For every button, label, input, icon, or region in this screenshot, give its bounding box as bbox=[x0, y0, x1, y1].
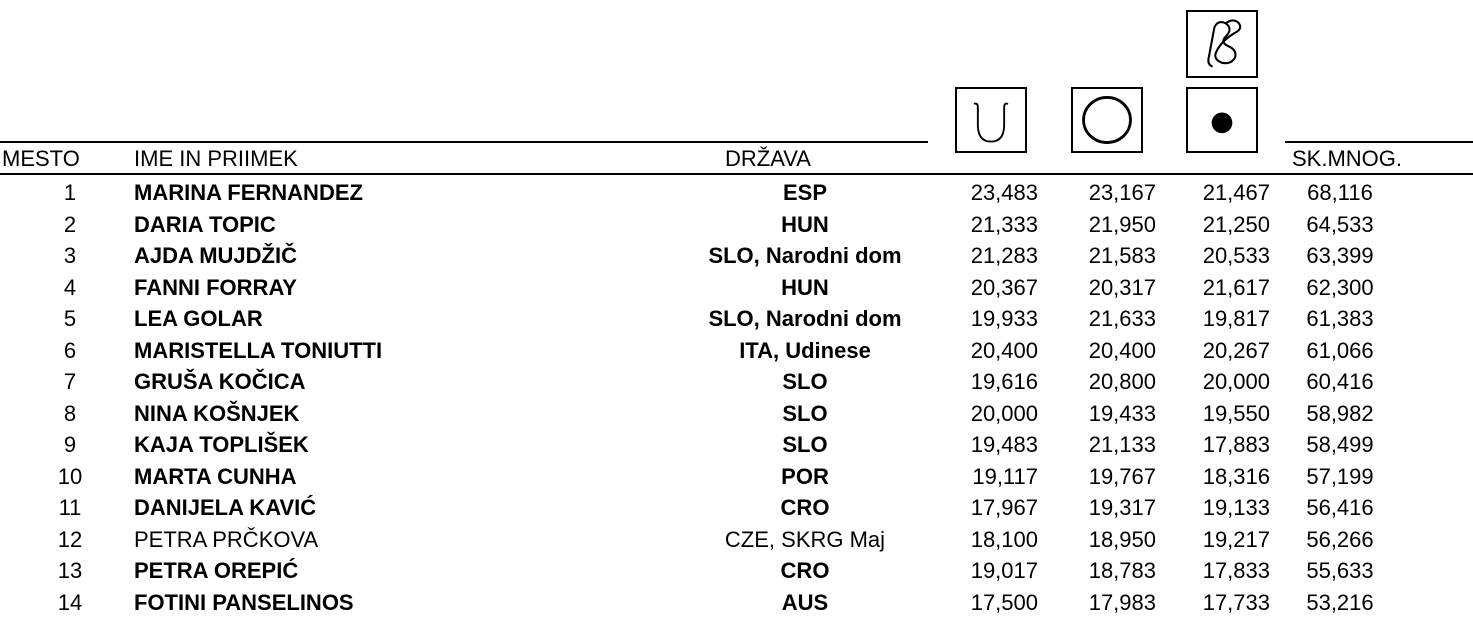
ball-score-cell: 18,783 bbox=[1088, 558, 1156, 583]
ribbon-score-cell: 21,617 bbox=[1202, 274, 1270, 300]
athlete-name-cell: AJDA MUJDŽIČ bbox=[134, 243, 297, 268]
total-score-cell: 57,199 bbox=[1306, 463, 1374, 489]
athlete-name-cell: DANIJELA KAVIĆ bbox=[134, 495, 317, 520]
table-row bbox=[0, 587, 1473, 619]
ribbon-score-cell: 21,250 bbox=[1202, 211, 1270, 237]
ball-score-cell: 17,983 bbox=[1088, 589, 1156, 615]
ball-score-cell: 19,767 bbox=[1088, 463, 1156, 489]
results-table bbox=[0, 177, 1473, 618]
athlete-name-cell: LEA GOLAR bbox=[134, 306, 263, 331]
rope-apparatus-icon bbox=[1186, 10, 1258, 78]
name-column-header: IME IN PRIIMEK bbox=[134, 146, 298, 171]
total-score-cell: 56,416 bbox=[1306, 495, 1374, 520]
country-cell: POR bbox=[781, 463, 829, 489]
ball-score-cell: 21,133 bbox=[1088, 432, 1156, 457]
total-score-cell: 63,399 bbox=[1306, 243, 1374, 268]
ribbon-apparatus-icon bbox=[1186, 87, 1258, 153]
country-cell: SLO, Narodni dom bbox=[708, 306, 902, 331]
rank-cell: 11 bbox=[58, 495, 82, 520]
rank-cell: 8 bbox=[63, 400, 77, 426]
hoop-score-cell: 19,616 bbox=[970, 369, 1038, 394]
country-cell: SLO bbox=[782, 400, 828, 426]
total-column-header: SK.MNOG. bbox=[1292, 146, 1403, 171]
table-row bbox=[0, 366, 1473, 398]
ribbon-score-cell: 18,316 bbox=[1202, 463, 1270, 489]
hoop-score-cell: 20,367 bbox=[970, 274, 1038, 300]
hoop-score-cell: 19,017 bbox=[970, 558, 1038, 583]
hoop-score-cell: 21,283 bbox=[970, 243, 1038, 268]
country-cell: CRO bbox=[780, 495, 830, 520]
country-cell: CZE, SKRG Maj bbox=[724, 526, 886, 552]
ball-score-cell: 21,633 bbox=[1088, 306, 1156, 331]
ribbon-score-cell: 19,817 bbox=[1202, 306, 1270, 331]
header-top-rule-left bbox=[0, 141, 928, 143]
ball-score-cell: 20,800 bbox=[1088, 369, 1156, 394]
table-row bbox=[0, 429, 1473, 461]
rank-cell: 1 bbox=[63, 180, 77, 205]
country-cell: SLO bbox=[782, 369, 828, 394]
table-row bbox=[0, 303, 1473, 335]
total-score-cell: 56,266 bbox=[1306, 526, 1374, 552]
hoop-score-cell: 20,000 bbox=[970, 400, 1038, 426]
rank-cell: 3 bbox=[63, 243, 77, 268]
hoop-score-cell: 17,500 bbox=[970, 589, 1038, 615]
ball-score-cell: 20,400 bbox=[1088, 337, 1156, 363]
total-score-cell: 68,116 bbox=[1307, 180, 1373, 205]
table-row bbox=[0, 177, 1473, 209]
table-row bbox=[0, 461, 1473, 493]
hoop-score-cell: 20,400 bbox=[970, 337, 1038, 363]
ball-score-cell: 21,583 bbox=[1088, 243, 1156, 268]
ball-score-cell: 18,950 bbox=[1088, 526, 1156, 552]
country-cell: HUN bbox=[781, 274, 829, 300]
country-cell: SLO bbox=[782, 432, 828, 457]
country-cell: SLO, Narodni dom bbox=[708, 243, 902, 268]
total-score-cell: 61,066 bbox=[1306, 337, 1374, 363]
ribbon-score-cell: 19,217 bbox=[1202, 526, 1270, 552]
rank-cell: 5 bbox=[63, 306, 77, 331]
ribbon-score-cell: 17,883 bbox=[1202, 432, 1270, 457]
table-row bbox=[0, 272, 1473, 304]
athlete-name-cell: MARINA FERNANDEZ bbox=[134, 180, 363, 205]
athlete-name-cell: MARISTELLA TONIUTTI bbox=[134, 337, 383, 363]
hoop-score-cell: 19,117 bbox=[972, 463, 1038, 489]
rank-cell: 4 bbox=[63, 274, 77, 300]
ribbon-score-cell: 19,550 bbox=[1202, 400, 1270, 426]
rank-cell: 12 bbox=[57, 526, 83, 552]
ball-score-cell: 19,317 bbox=[1088, 495, 1156, 520]
rank-cell: 9 bbox=[63, 432, 77, 457]
hoop-score-cell: 21,333 bbox=[970, 211, 1038, 237]
ball-score-cell: 23,167 bbox=[1088, 180, 1156, 205]
rank-cell: 2 bbox=[63, 211, 77, 237]
header-top-rule-right bbox=[1285, 141, 1473, 143]
total-score-cell: 60,416 bbox=[1306, 369, 1374, 394]
rank-column-header: MESTO bbox=[2, 146, 80, 171]
athlete-name-cell: GRUŠA KOČICA bbox=[134, 369, 306, 394]
athlete-name-cell: FOTINI PANSELINOS bbox=[134, 589, 354, 615]
athlete-name-cell: PETRA PRČKOVA bbox=[134, 526, 319, 552]
rank-cell: 6 bbox=[63, 337, 77, 363]
ball-apparatus-icon bbox=[1071, 87, 1143, 153]
hoop-score-cell: 18,100 bbox=[970, 526, 1038, 552]
ribbon-score-cell: 17,733 bbox=[1202, 589, 1270, 615]
rank-cell: 10 bbox=[57, 463, 83, 489]
table-row bbox=[0, 555, 1473, 587]
athlete-name-cell: DARIA TOPIC bbox=[134, 211, 276, 237]
country-cell: HUN bbox=[781, 211, 829, 237]
hoop-score-cell: 23,483 bbox=[970, 180, 1038, 205]
total-score-cell: 55,633 bbox=[1306, 558, 1374, 583]
country-cell: CRO bbox=[780, 558, 830, 583]
ribbon-score-cell: 17,833 bbox=[1202, 558, 1270, 583]
hoop-score-cell: 19,483 bbox=[970, 432, 1038, 457]
ball-score-cell: 20,317 bbox=[1088, 274, 1156, 300]
rank-cell: 14 bbox=[57, 589, 83, 615]
rank-cell: 13 bbox=[57, 558, 83, 583]
table-row bbox=[0, 524, 1473, 556]
total-score-cell: 61,383 bbox=[1306, 306, 1374, 331]
country-cell: AUS bbox=[781, 589, 829, 615]
total-score-cell: 58,499 bbox=[1306, 432, 1374, 457]
hoop-apparatus-icon bbox=[955, 87, 1027, 153]
country-cell: ITA, Udinese bbox=[739, 337, 871, 363]
ribbon-score-cell: 20,267 bbox=[1202, 337, 1270, 363]
total-score-cell: 58,982 bbox=[1306, 400, 1374, 426]
ribbon-score-cell: 21,467 bbox=[1202, 180, 1270, 205]
country-cell: ESP bbox=[782, 180, 828, 205]
athlete-name-cell: NINA KOŠNJEK bbox=[134, 400, 300, 426]
table-row bbox=[0, 240, 1473, 272]
ribbon-score-cell: 20,000 bbox=[1202, 369, 1270, 394]
table-row bbox=[0, 398, 1473, 430]
table-row bbox=[0, 492, 1473, 524]
athlete-name-cell: KAJA TOPLIŠEK bbox=[134, 432, 309, 457]
table-row bbox=[0, 209, 1473, 241]
athlete-name-cell: FANNI FORRAY bbox=[134, 274, 297, 300]
ball-score-cell: 21,950 bbox=[1088, 211, 1156, 237]
athlete-name-cell: PETRA OREPIĆ bbox=[134, 558, 299, 583]
total-score-cell: 64,533 bbox=[1306, 211, 1374, 237]
header-bottom-rule bbox=[0, 173, 1473, 175]
total-score-cell: 53,216 bbox=[1306, 589, 1374, 615]
athlete-name-cell: MARTA CUNHA bbox=[134, 463, 297, 489]
ball-score-cell: 19,433 bbox=[1088, 400, 1156, 426]
table-row bbox=[0, 335, 1473, 367]
ribbon-score-cell: 20,533 bbox=[1202, 243, 1270, 268]
total-score-cell: 62,300 bbox=[1306, 274, 1374, 300]
country-column-header: DRŽAVA bbox=[725, 146, 811, 171]
hoop-score-cell: 17,967 bbox=[970, 495, 1038, 520]
ribbon-score-cell: 19,133 bbox=[1202, 495, 1270, 520]
rank-cell: 7 bbox=[63, 369, 77, 394]
hoop-score-cell: 19,933 bbox=[970, 306, 1038, 331]
